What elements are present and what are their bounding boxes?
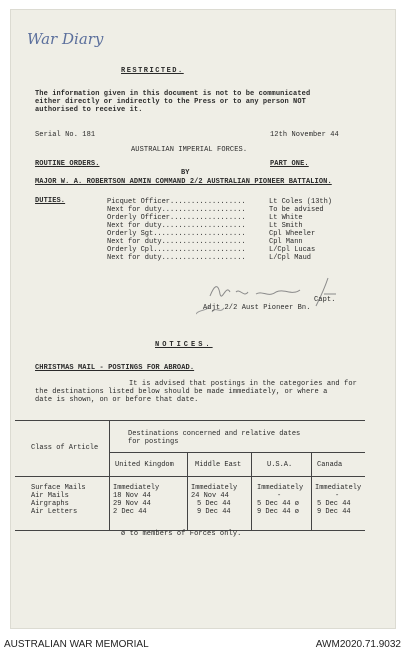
- duty-role: Next for duty....................: [107, 238, 246, 246]
- duty-role: Orderly Cpl......................: [107, 246, 246, 254]
- destinations-header: Destinations concerned and relative dates: [128, 430, 301, 438]
- duty-name: Cpl Wheeler: [269, 230, 316, 238]
- by-label: BY: [181, 169, 190, 177]
- me-cell: 5 Dec 44: [197, 500, 231, 508]
- uk-cell: 18 Nov 44: [113, 492, 151, 500]
- destinations-subheader: for postings: [128, 438, 179, 446]
- table-rule: [109, 452, 365, 453]
- christmas-mail-heading: CHRISTMAS MAIL - POSTINGS FOR ABROAD.: [35, 364, 195, 372]
- order-date: 12th November 44: [270, 131, 339, 139]
- table-divider: [187, 452, 188, 531]
- usa-cell: 9 Dec 44 ø: [257, 508, 300, 516]
- uk-cell: Immediately: [113, 484, 160, 492]
- usa-cell: -: [277, 492, 282, 500]
- document-page: [11, 10, 395, 628]
- canada-cell: Immediately: [315, 484, 362, 492]
- serial-number: Serial No. 181: [35, 131, 96, 139]
- duty-role: Next for duty....................: [107, 206, 246, 214]
- archive-footer: [0, 638, 405, 653]
- column-header: Canada: [317, 461, 343, 469]
- duty-role: Orderly Officer..................: [107, 214, 246, 222]
- handwritten-note: War Diary: [27, 30, 104, 48]
- uk-cell: 29 Nov 44: [113, 500, 151, 508]
- table-rule: [15, 476, 365, 477]
- canada-cell: -: [335, 492, 340, 500]
- capt-label: Capt.: [314, 296, 336, 304]
- duty-name: L/Cpl Maud: [269, 254, 312, 262]
- notices-heading: NOTICES.: [155, 341, 213, 349]
- duty-name: L/Cpl Lucas: [269, 246, 316, 254]
- table-divider: [109, 420, 110, 531]
- duty-role: Picquet Officer..................: [107, 198, 246, 206]
- advice-line-3: date is shown, on or before that date.: [35, 396, 199, 404]
- notice-line-2: either directly or indirectly to the Press or to any person NOT: [35, 98, 306, 106]
- canada-cell: 9 Dec 44: [317, 508, 351, 516]
- adjutant-line: Adjt 2/2 Aust Pioneer Bn.: [203, 304, 311, 312]
- archive-reference: AWM2020.71.9032: [315, 639, 401, 650]
- article-cell: Air Letters: [31, 508, 78, 516]
- column-header: United Kingdom: [115, 461, 174, 469]
- usa-cell: 5 Dec 44 ø: [257, 500, 300, 508]
- duty-name: To be advised: [269, 206, 324, 214]
- duties-label: DUTIES.: [35, 197, 66, 205]
- force-heading: AUSTRALIAN IMPERIAL FORCES.: [131, 146, 248, 154]
- postings-table: [15, 420, 365, 532]
- article-cell: Air Mails: [31, 492, 69, 500]
- advice-line-2: the destinations listed below should be made immediately, or where a: [35, 388, 328, 396]
- duty-name: Cpl Mann: [269, 238, 303, 246]
- article-cell: Surface Mails: [31, 484, 86, 492]
- uk-cell: 2 Dec 44: [113, 508, 147, 516]
- column-header: U.S.A.: [267, 461, 293, 469]
- duty-name: Lt Coles (13th): [269, 198, 333, 206]
- routine-orders: ROUTINE ORDERS.: [35, 160, 100, 168]
- me-cell: Immediately: [191, 484, 238, 492]
- table-divider: [251, 452, 252, 531]
- me-cell: 9 Dec 44: [197, 508, 231, 516]
- column-header: Middle East: [195, 461, 242, 469]
- restricted-heading: RESTRICTED.: [121, 67, 184, 75]
- me-cell: 24 Nov 44: [191, 492, 229, 500]
- notice-line-3: authorised to receive it.: [35, 106, 143, 114]
- duty-name: Lt Smith: [269, 222, 303, 230]
- duty-role: Orderly Sgt......................: [107, 230, 246, 238]
- canada-cell: 5 Dec 44: [317, 500, 351, 508]
- table-footnote: ø to members of Forces only.: [121, 530, 242, 538]
- article-cell: Airgraphs: [31, 500, 69, 508]
- class-header: Class of Article: [31, 444, 99, 452]
- advice-line-1: It is advised that postings in the categories and for: [129, 380, 357, 388]
- archive-name: AUSTRALIAN WAR MEMORIAL: [4, 639, 149, 650]
- duty-role: Next for duty....................: [107, 222, 246, 230]
- table-rule: [15, 420, 365, 421]
- table-divider: [311, 452, 312, 531]
- part-one: PART ONE.: [270, 160, 309, 168]
- duty-role: Next for duty....................: [107, 254, 246, 262]
- duty-name: Lt White: [269, 214, 303, 222]
- notice-line-1: The information given in this document is not to be communicated: [35, 90, 311, 98]
- usa-cell: Immediately: [257, 484, 304, 492]
- commander-line: MAJOR W. A. ROBERTSON ADMIN COMMAND 2/2 AUSTRALIAN PIONEER BATTALION.: [35, 178, 332, 186]
